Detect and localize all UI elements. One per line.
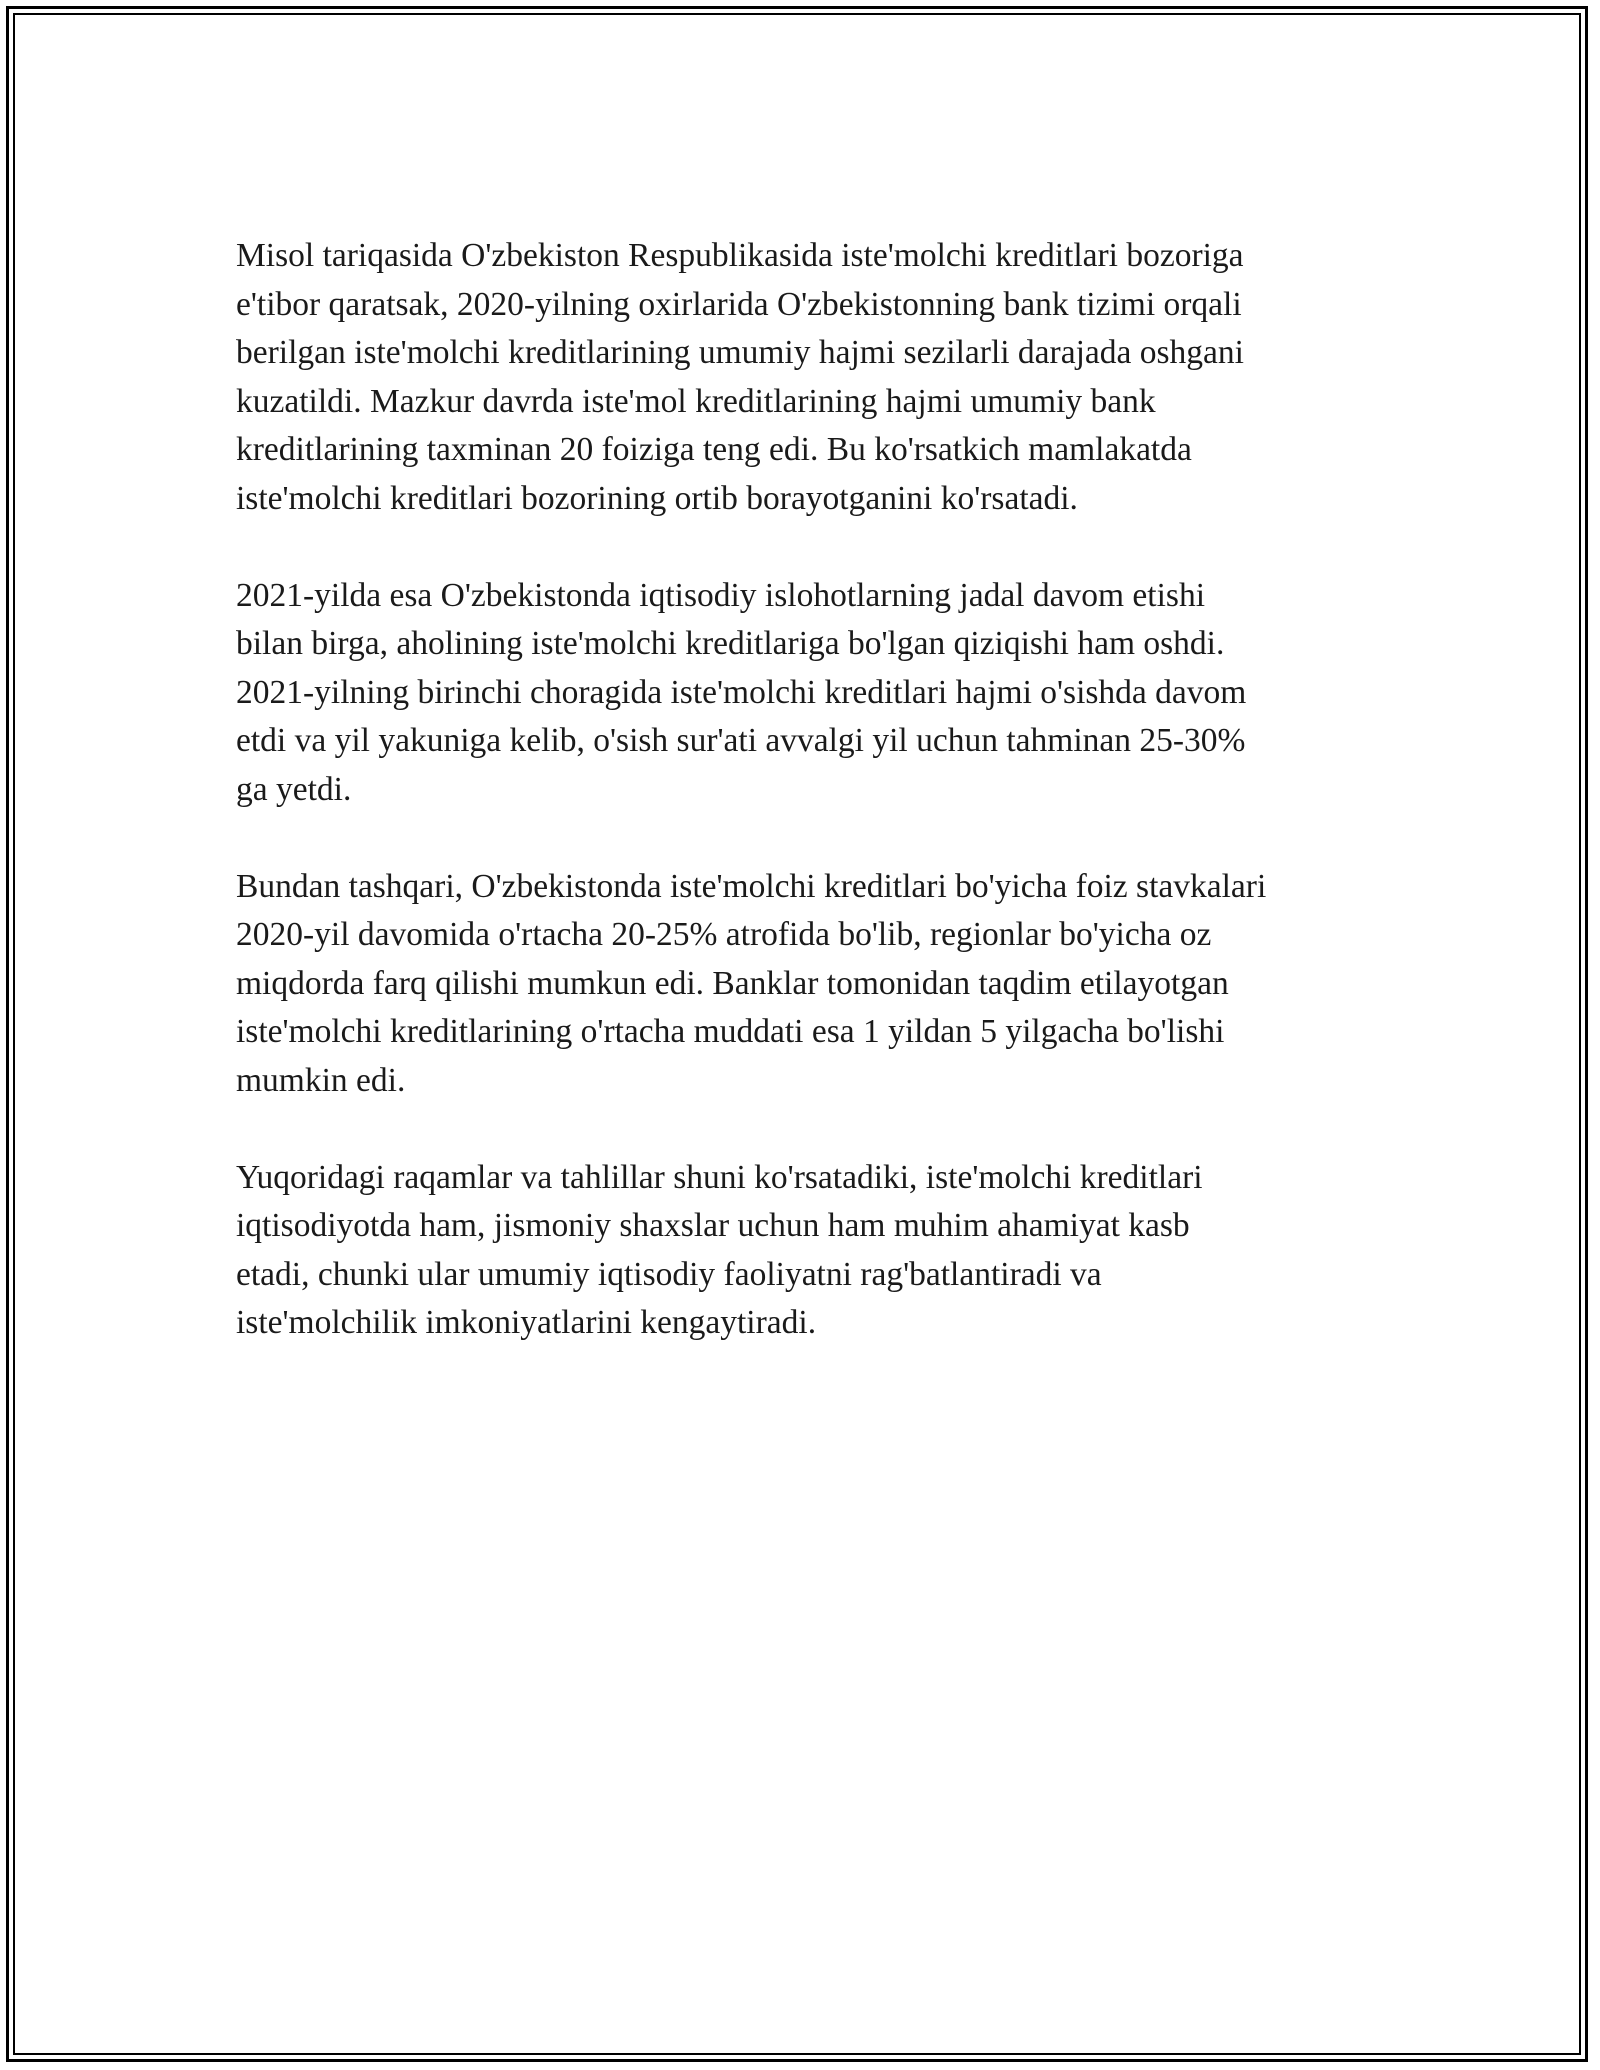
document-body: [236, 232, 1376, 1396]
paragraph-3: Bundan tashqari, O'zbekistonda iste'molchi kreditlari bo'yicha foiz stavkalari 2020-yil davomida o'rtacha 20-25% atrofida bo'lib, regionlar bo'yicha oz miqdorda farq qilishi mumkun edi. Banklar tomonidan taqdim etilayotgan iste'molchi kreditlarining o'rtacha muddati esa 1 yildan 5 yilgacha bo'lishi mumkin edi.: [236, 867, 1267, 1099]
paragraph-4: Yuqoridagi raqamlar va tahlillar shuni ko'rsatadiki, iste'molchi kreditlari iqtisodiyotda ham, jismoniy shaxslar uchun ham muhim ahamiyat kasb etadi, chunki ular umumiy iqtisodiy faoliyatni rag'batlantiradi va iste'molchilik imkoniyatlarini kengaytiradi.: [236, 1158, 1203, 1341]
paragraph-2: 2021-yilda esa O'zbekistonda iqtisodiy islohotlarning jadal davom etishi bilan birga, aholining iste'molchi kreditlariga bo'lgan qiziqishi ham oshdi. 2021-yilning birinchi choragida iste'molchi kreditlari hajmi o'sishda davom etdi va yil yakuniga kelib, o'sish sur'ati avvalgi yil uchun tahminan 25-30% ga yetdi.: [236, 576, 1247, 808]
paragraph-1: Misol tariqasida O'zbekiston Respublikasida iste'molchi kreditlari bozoriga e'tibor qaratsak, 2020-yilning oxirlarida O'zbekistonning bank tizimi orqali berilgan iste'molchi kreditlarining umumiy hajmi sezilarli darajada oshgani kuzatildi. Mazkur davrda iste'mol kreditlarining hajmi umumiy bank kreditlarining taxminan 20 foiziga teng edi. Bu ko'rsatkich mamlakatda iste'molchi kreditlari bozorining ortib borayotganini ko'rsatadi.: [236, 237, 1244, 517]
